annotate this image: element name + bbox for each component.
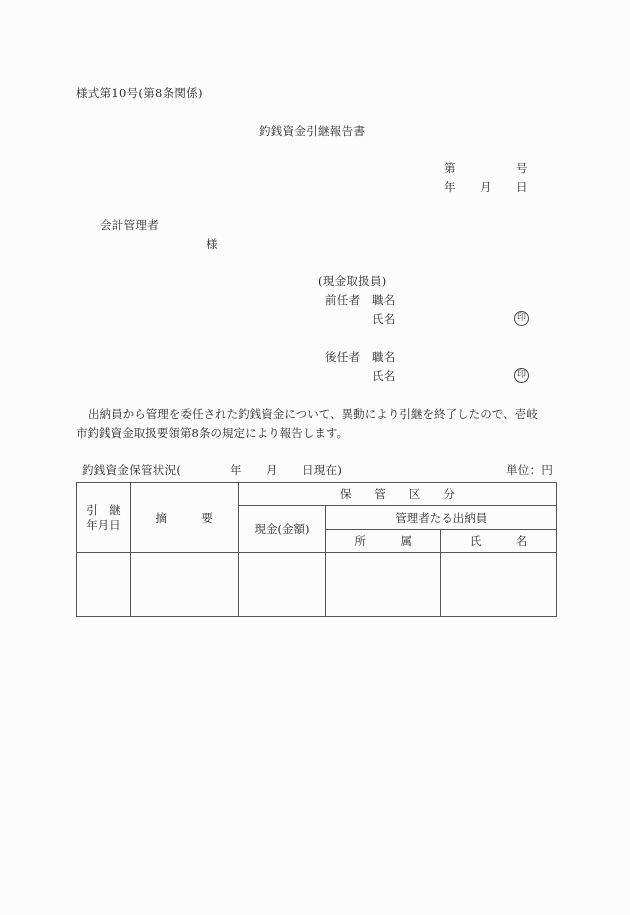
table-row (77, 553, 557, 617)
addressee-title: 会計管理者 (100, 218, 159, 232)
date-day: 日 (516, 180, 528, 194)
addressee-honorific: 様 (206, 237, 218, 251)
seal-icon: 印 (514, 311, 529, 326)
header-custody-category: 保 管 区 分 (238, 483, 556, 506)
custody-status-table (76, 482, 557, 617)
cell-date[interactable] (77, 553, 131, 617)
date-year: 年 (444, 180, 456, 194)
unit-label: 単位：円 (506, 463, 554, 477)
header-transfer-date: 引 継 年月日 (77, 483, 131, 553)
handler-heading: (現金取扱員) (318, 274, 387, 288)
successor-name-label: 氏名 (372, 369, 396, 383)
successor-position-label: 職名 (372, 350, 396, 364)
header-managing-cashier: 管理者たる出納員 (326, 506, 557, 530)
previous-name-label: 氏名 (372, 312, 396, 326)
header-cash-amount: 現金(金額) (238, 506, 326, 553)
cell-name[interactable] (441, 553, 557, 617)
status-caption-month: 月 (266, 463, 278, 477)
previous-label: 前任者 (325, 293, 361, 307)
status-caption-label: 釣銭資金保管状況( (82, 463, 182, 477)
cell-cash[interactable] (238, 553, 326, 617)
seal-icon: 印 (514, 368, 529, 383)
previous-position-label: 職名 (372, 293, 396, 307)
date-month: 月 (480, 180, 492, 194)
status-caption-year: 年 (230, 463, 242, 477)
cell-summary[interactable] (130, 553, 238, 617)
status-caption-day: 日現在) (302, 463, 343, 477)
header-name: 氏 名 (441, 530, 557, 553)
doc-number-prefix: 第 (444, 161, 456, 175)
body-text-line2: 市釣銭資金取扱要領第8条の規定により報告します。 (76, 426, 349, 440)
successor-label: 後任者 (325, 350, 361, 364)
form-number: 様式第10号(第8条関係) (76, 86, 203, 100)
cell-affiliation[interactable] (326, 553, 441, 617)
header-affiliation: 所 属 (326, 530, 441, 553)
header-summary: 摘 要 (130, 483, 238, 553)
document-title: 釣銭資金引継報告書 (259, 124, 366, 138)
body-text-line1: 出納員から管理を委任された釣銭資金について、異動により引継を終了したので、壱岐 (88, 407, 538, 421)
doc-number-suffix: 号 (516, 161, 528, 175)
